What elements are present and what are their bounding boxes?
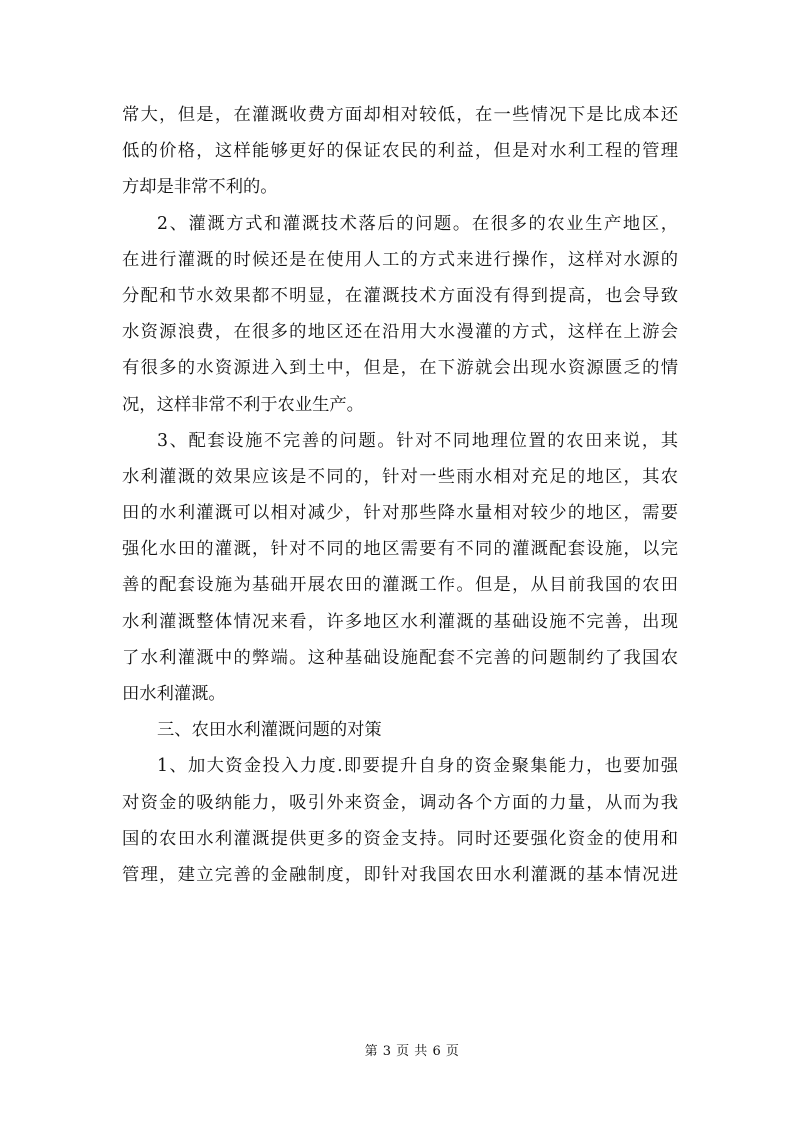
- text-line: 强化水田的灌溉，针对不同的地区需要有不同的灌溉配套设施，以完: [122, 539, 678, 560]
- text-line: 了水利灌溉中的弊端。这种基础设施配套不完善的问题制约了我国农: [122, 647, 678, 668]
- page-number: 第 3 页 共 6 页: [364, 1044, 460, 1059]
- text-line: 有很多的水资源进入到土中，但是，在下游就会出现水资源匮乏的情: [122, 358, 678, 379]
- text-line: 分配和节水效果都不明显，在灌溉技术方面没有得到提高，也会导致: [122, 285, 678, 306]
- text-line: 常大，但是，在灌溉收费方面却相对较低，在一些情况下是比成本还: [122, 105, 678, 125]
- text-line: 田水利灌溉。: [122, 684, 226, 704]
- text-line: 3、配套设施不完善的问题。针对不同地理位置的农田来说，其: [157, 430, 678, 451]
- section-heading: 三、农田水利灌溉问题的对策: [157, 720, 382, 741]
- text-line: 对资金的吸纳能力，吸引外来资金，调动各个方面的力量，从而为我: [122, 792, 678, 813]
- text-line: 国的农田水利灌溉提供更多的资金支持。同时还要强化资金的使用和: [122, 828, 678, 849]
- body-text: [122, 97, 678, 893]
- text-line: 水利灌溉整体情况来看，许多地区水利灌溉的基础设施不完善，出现: [122, 611, 678, 632]
- text-line: 况，这样非常不利于农业生产。: [122, 394, 364, 415]
- text-line: 低的价格，这样能够更好的保证农民的利益，但是对水利工程的管理: [122, 141, 678, 162]
- text-line: 方却是非常不利的。: [122, 177, 278, 198]
- text-line: 善的配套设施为基础开展农田的灌溉工作。但是，从目前我国的农田: [122, 575, 678, 596]
- text-line: 2、灌溉方式和灌溉技术落后的问题。在很多的农业生产地区，: [157, 213, 678, 234]
- text-line: 水利灌溉的效果应该是不同的，针对一些雨水相对充足的地区，其农: [122, 466, 678, 487]
- text-line: 1、加大资金投入力度.即要提升自身的资金聚集能力，也要加强: [157, 756, 678, 777]
- text-line: 田的水利灌溉可以相对减少，针对那些降水量相对较少的地区，需要: [122, 503, 678, 524]
- text-line: 管理，建立完善的金融制度，即针对我国农田水利灌溉的基本情况进: [122, 864, 678, 885]
- text-line: 在进行灌溉的时候还是在使用人工的方式来进行操作，这样对水源的: [122, 249, 678, 270]
- text-line: 水资源浪费，在很多的地区还在沿用大水漫灌的方式，这样在上游会: [122, 322, 678, 343]
